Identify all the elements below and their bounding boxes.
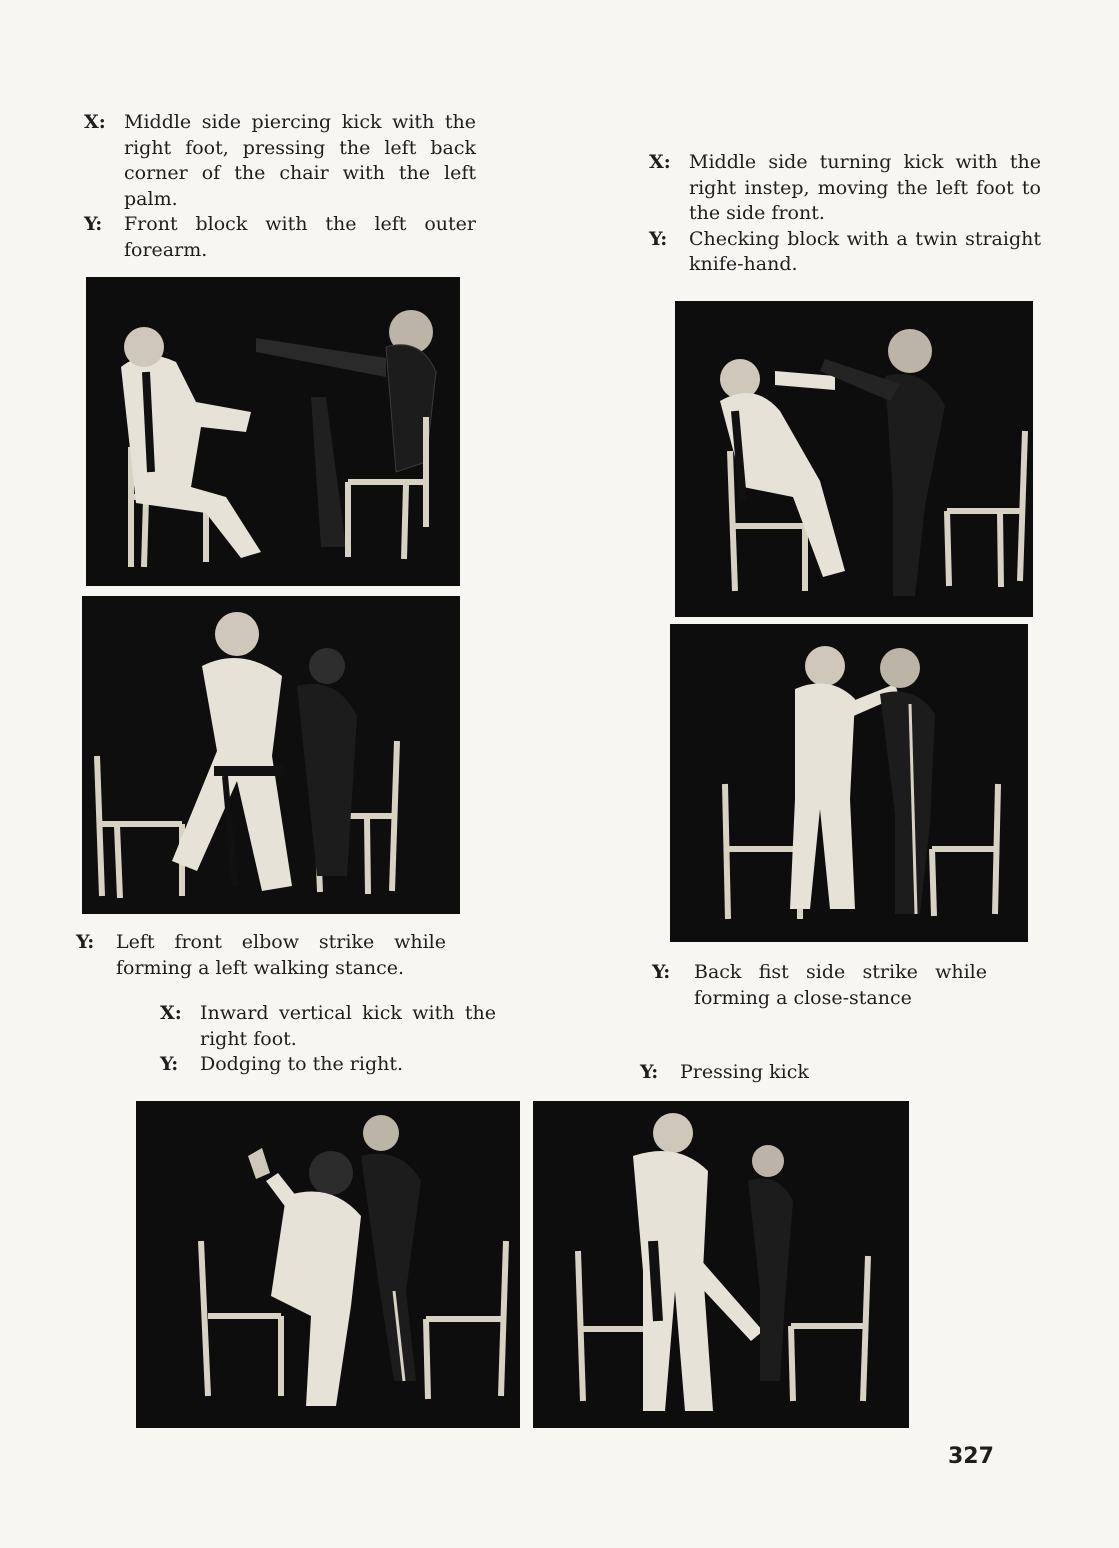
photo-inward-vertical-kick bbox=[136, 1101, 520, 1428]
caption-lower-left bbox=[160, 1001, 496, 1078]
photo-elbow-strike bbox=[82, 596, 460, 914]
caption-text: Front block with the left outer forearm. bbox=[124, 213, 476, 261]
caption-line bbox=[652, 960, 1047, 1011]
caption-line bbox=[649, 227, 1041, 278]
caption-label: Y: bbox=[76, 931, 95, 953]
caption-line bbox=[160, 1052, 496, 1078]
caption-mid-right bbox=[652, 960, 1047, 1011]
caption-line bbox=[160, 1001, 496, 1052]
caption-text: Back fist side strike while forming a close-stance bbox=[694, 961, 987, 1009]
caption-text: Middle side piercing kick with the right foot, pressing the left back corner of the chair with the left palm. bbox=[124, 111, 476, 210]
caption-label: X: bbox=[160, 1002, 182, 1024]
caption-label: X: bbox=[84, 111, 106, 133]
caption-label: Y: bbox=[649, 227, 668, 250]
caption-label: Y: bbox=[640, 1061, 659, 1083]
caption-label: Y: bbox=[160, 1053, 179, 1075]
page-number: 327 bbox=[948, 1444, 994, 1469]
caption-label: Y: bbox=[84, 213, 103, 235]
photo-back-fist-strike bbox=[670, 624, 1028, 942]
caption-text: Dodging to the right. bbox=[200, 1053, 404, 1075]
caption-line bbox=[76, 930, 466, 981]
caption-top-right bbox=[649, 150, 1041, 278]
caption-label: Y: bbox=[652, 961, 671, 983]
caption-text: Inward vertical kick with the right foot. bbox=[200, 1002, 496, 1050]
photo-turning-kick bbox=[675, 301, 1033, 617]
caption-lower-right bbox=[640, 1060, 940, 1086]
caption-text: Checking block with a twin straight knife-hand. bbox=[689, 227, 1041, 275]
caption-line bbox=[649, 150, 1041, 227]
caption-mid-left bbox=[76, 930, 466, 981]
caption-label: X: bbox=[649, 151, 671, 173]
caption-line bbox=[84, 212, 476, 263]
caption-text: Left front elbow strike while forming a left walking stance. bbox=[116, 931, 446, 979]
caption-line bbox=[84, 110, 476, 212]
caption-top-left bbox=[84, 110, 476, 263]
photo-pressing-kick bbox=[533, 1101, 909, 1428]
photo-side-piercing-kick bbox=[86, 277, 460, 586]
caption-line bbox=[640, 1060, 940, 1086]
caption-text: Middle side turning kick with the right instep, moving the left foot to the side front. bbox=[689, 151, 1041, 224]
caption-text: Pressing kick bbox=[680, 1061, 809, 1083]
